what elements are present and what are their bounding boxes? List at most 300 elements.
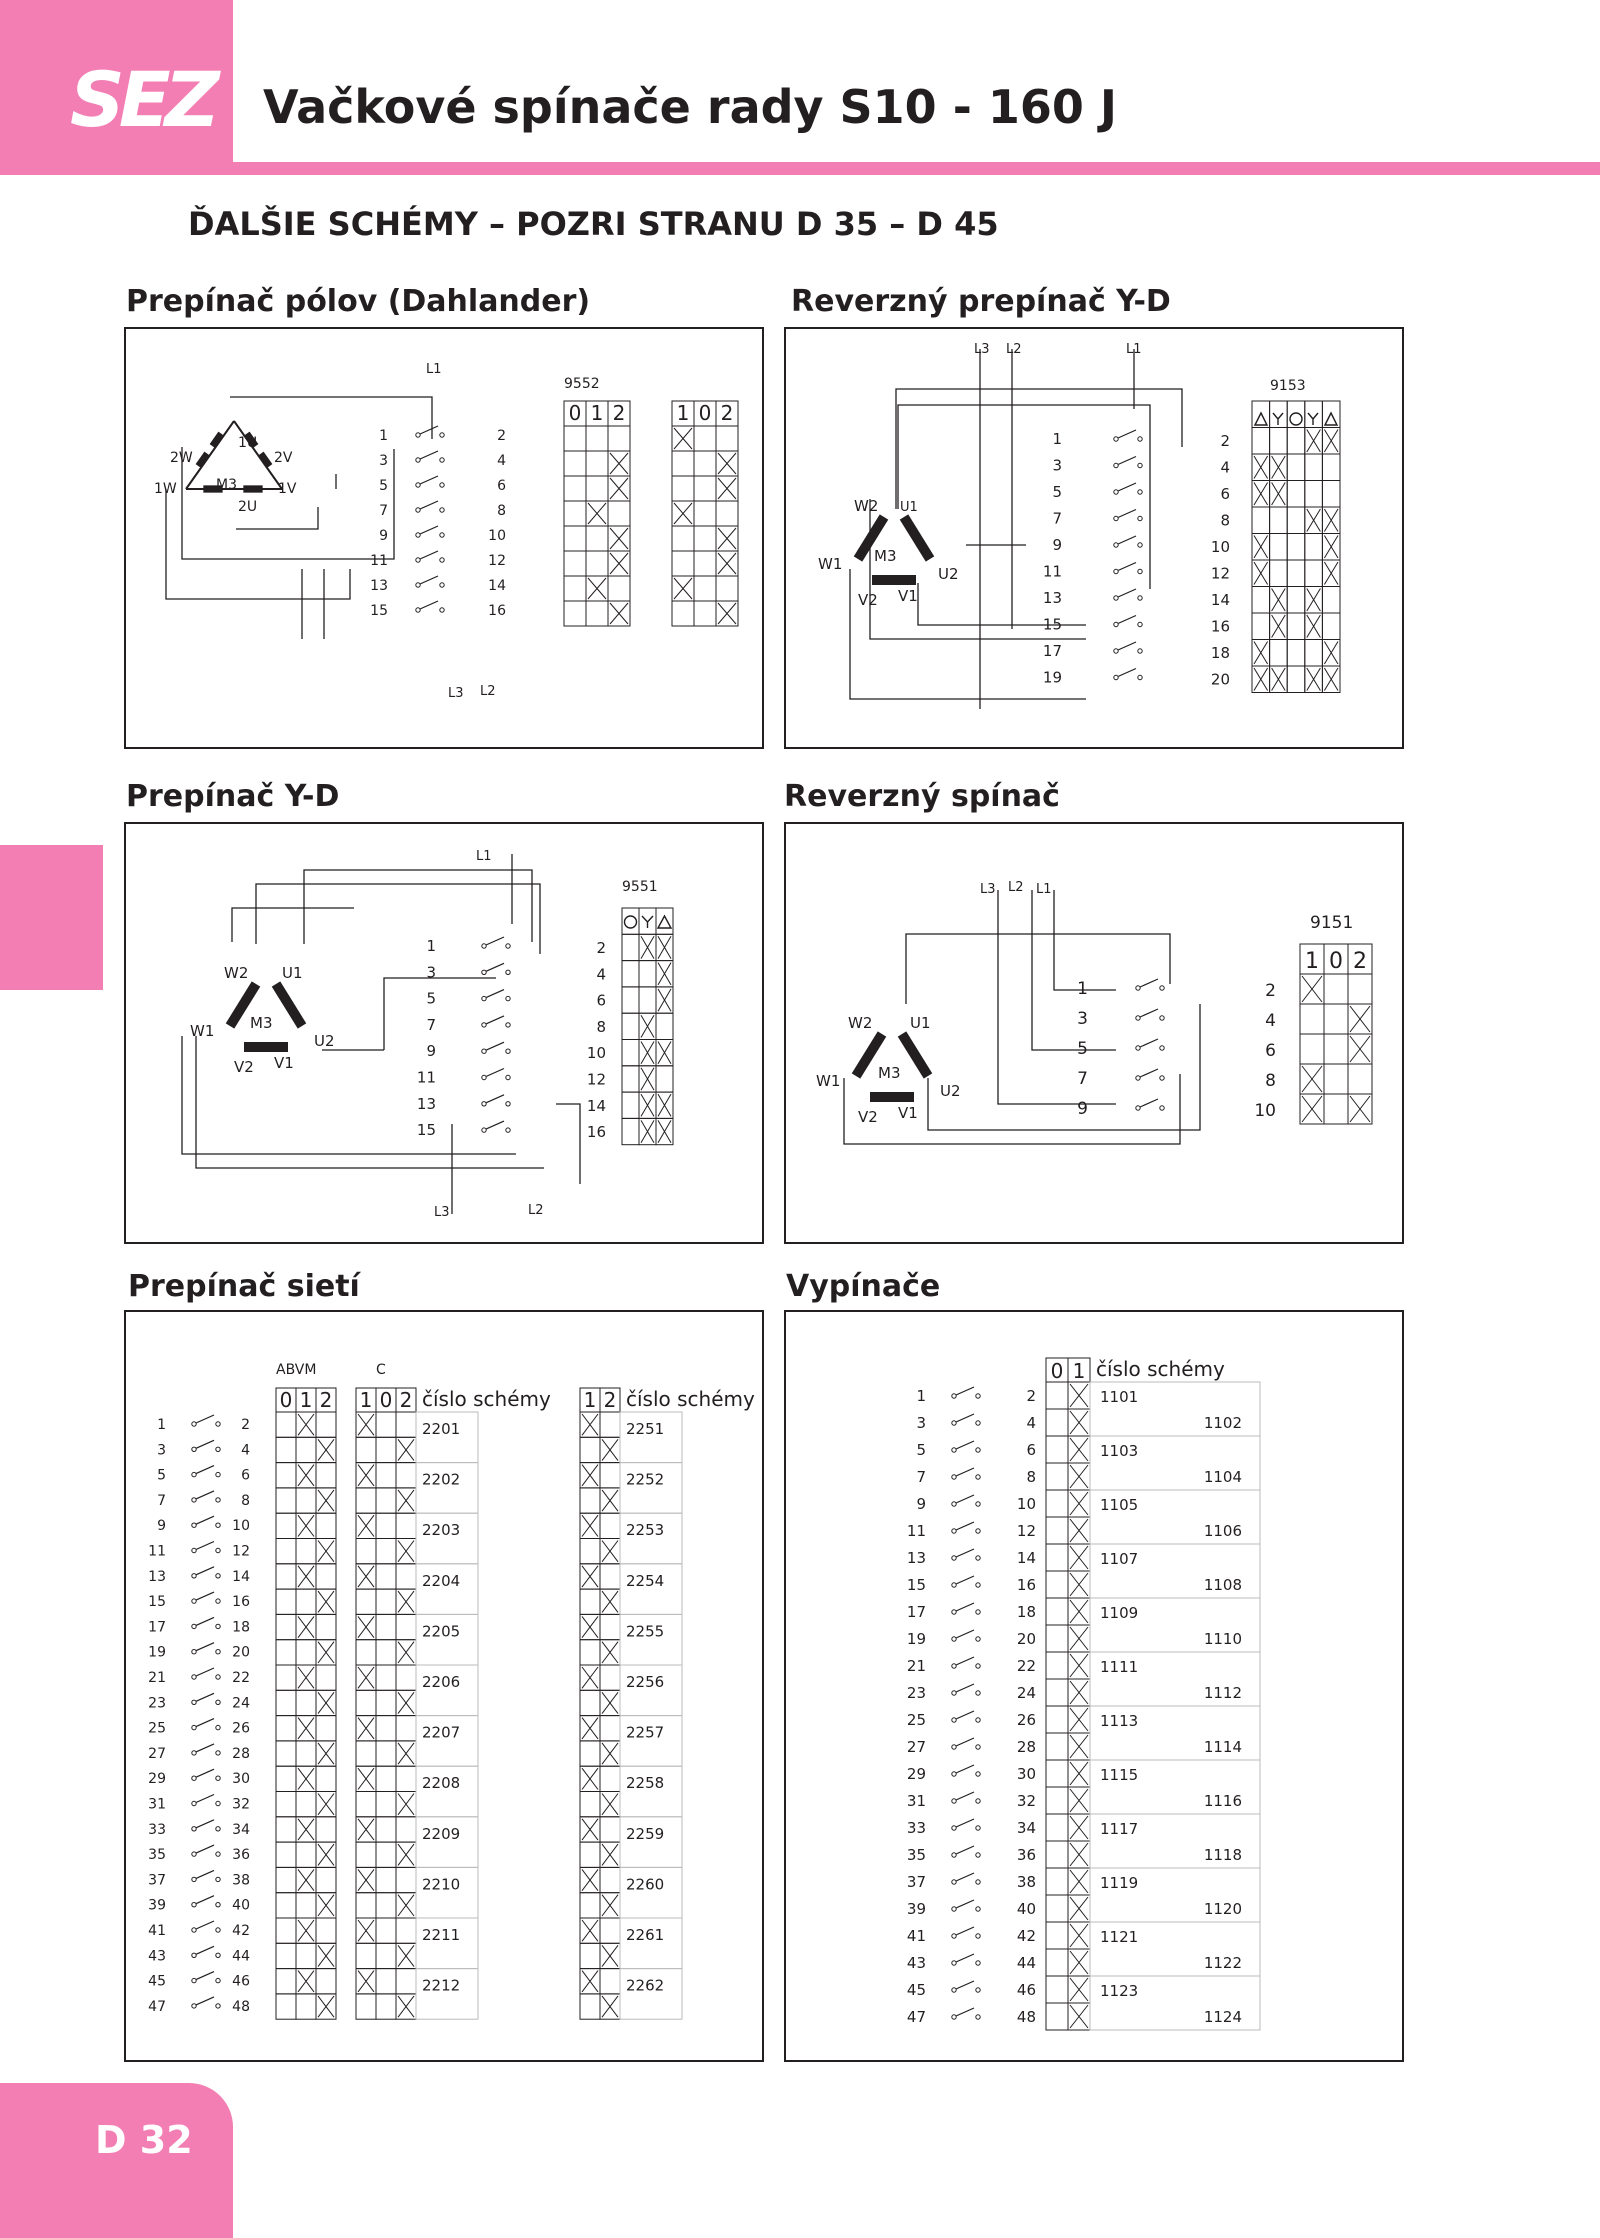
contact-terminal (1114, 675, 1118, 679)
grid-cell (376, 1766, 396, 1791)
contact-terminal (506, 1102, 510, 1106)
terminal-label: 12 (1016, 1522, 1036, 1540)
terminal-label: 35 (906, 1846, 926, 1864)
contact-blade (1118, 642, 1136, 650)
contact-terminal (192, 1827, 196, 1831)
grid-cell (316, 1817, 336, 1842)
grid-cell (1046, 1760, 1068, 1787)
contact-blade (196, 1972, 214, 1980)
contact-terminal (976, 2015, 980, 2019)
grid-cell (376, 1437, 396, 1462)
contact-terminal (192, 1801, 196, 1805)
terminal-label: 48 (232, 1998, 250, 2015)
contact-terminal (482, 1023, 486, 1027)
grid-cell (356, 1437, 376, 1462)
terminal-label: 19 (906, 1630, 926, 1648)
grid-cell (316, 1412, 336, 1437)
grid-header: 0 (698, 401, 712, 425)
grid-cell (672, 601, 694, 626)
contact-terminal (216, 1624, 220, 1628)
terminal-label: 13 (416, 1094, 436, 1113)
contact-terminal (192, 1725, 196, 1729)
contact-terminal (192, 1751, 196, 1755)
terminal-label: 11 (148, 1543, 166, 1560)
sez-logo: SEZ (70, 55, 214, 144)
contact-terminal (482, 1102, 486, 1106)
contact-terminal (1136, 1046, 1140, 1050)
grid-cell (1348, 1064, 1372, 1094)
rev-yd-label-u2: U2 (938, 565, 959, 583)
grid-cell (356, 1589, 376, 1614)
grid-cell (1324, 1034, 1348, 1064)
grid-cell (396, 1817, 416, 1842)
contact-terminal (192, 1700, 196, 1704)
grid-header: 1 (1305, 949, 1319, 974)
terminal-label: 48 (1016, 2008, 1036, 2026)
grid-cell (276, 1918, 296, 1943)
terminal-label: 42 (232, 1923, 250, 1939)
terminal-label: 25 (148, 1720, 166, 1737)
grid-cell (1046, 1868, 1068, 1895)
contact-terminal (506, 970, 510, 974)
contact-blade (196, 1921, 214, 1929)
contact-blade (956, 1846, 974, 1854)
grid-cell (1046, 1436, 1068, 1463)
grid-cell (276, 1539, 296, 1564)
terminal-label: 3 (157, 1442, 166, 1459)
terminal-label: 12 (232, 1543, 250, 1560)
grid-cell (694, 551, 716, 576)
terminal-label: 46 (1016, 1981, 1036, 1999)
contact-terminal (216, 1725, 220, 1729)
terminal-label: 37 (906, 1873, 926, 1891)
contact-terminal (952, 1421, 956, 1425)
contact-terminal (1114, 490, 1118, 494)
dahlander-label-2u: 2U (238, 499, 258, 515)
terminal-label: 1 (426, 937, 436, 955)
grid-cell (656, 1013, 673, 1039)
terminal-label: 9 (426, 1042, 436, 1061)
terminal-label: 28 (1016, 1738, 1036, 1756)
terminal-label: 16 (1210, 617, 1230, 636)
rev-yd-switch-grids (1043, 401, 1340, 693)
contact-blade (1118, 430, 1136, 438)
grid-cell (296, 1488, 316, 1513)
grid-cell (276, 1792, 296, 1817)
contact-terminal (952, 1745, 956, 1749)
terminal-label: 2 (1265, 981, 1276, 1001)
dahlander-label-1u: 1U (238, 435, 258, 451)
grid-cell (694, 451, 716, 476)
grid-cell (580, 1792, 600, 1817)
grid-cell (622, 1092, 639, 1118)
grid-cell (296, 1943, 316, 1968)
yd-label-w2: W2 (224, 964, 249, 982)
yd-label-l1: L1 (476, 849, 492, 864)
scheme-number: 1102 (1203, 1414, 1242, 1432)
contact-blade (486, 963, 504, 971)
contact-terminal (952, 1718, 956, 1722)
grid-cell (672, 526, 694, 551)
contact-terminal (976, 1475, 980, 1479)
yd-label-l2: L2 (528, 1203, 544, 1218)
contact-blade (956, 1576, 974, 1584)
contact-blade (196, 1719, 214, 1727)
grid-cell (1270, 640, 1288, 667)
terminal-label: 27 (148, 1745, 166, 1762)
contact-terminal (976, 1961, 980, 1965)
contact-terminal (482, 1049, 486, 1053)
contact-blade (196, 1592, 214, 1600)
contact-terminal (216, 1928, 220, 1932)
contact-blade (486, 937, 504, 945)
contact-terminal (416, 533, 420, 537)
contact-blade (486, 1016, 504, 1024)
contact-terminal (192, 1903, 196, 1907)
grid-cell (1322, 613, 1340, 640)
contact-terminal (440, 583, 444, 587)
rev-yd-label-u1: U1 (900, 500, 918, 515)
grid-cell (586, 426, 608, 451)
terminal-label: 6 (1220, 485, 1230, 503)
grid-cell (356, 1792, 376, 1817)
contact-terminal (976, 1502, 980, 1506)
scheme-number: 1105 (1100, 1496, 1139, 1514)
terminal-label: 4 (497, 453, 506, 469)
contact-blade (486, 1069, 504, 1077)
grid-cell (639, 961, 656, 987)
rev-yd-label-l3: L3 (974, 342, 990, 357)
scheme-number: 2204 (422, 1571, 461, 1590)
contact-blade (956, 1387, 974, 1395)
contact-terminal (482, 970, 486, 974)
contact-terminal (976, 1718, 980, 1722)
grid-cell (376, 1918, 396, 1943)
contact-terminal (952, 1475, 956, 1479)
grid-cell (1046, 1841, 1068, 1868)
grid-cell (600, 1463, 620, 1488)
terminal-label: 20 (1016, 1630, 1036, 1648)
dahlander-label-1v: 1V (278, 481, 297, 497)
rev-panel (784, 822, 1404, 1244)
terminal-label: 42 (1016, 1927, 1036, 1945)
grid-cell (316, 1766, 336, 1791)
grid-cell (356, 1893, 376, 1918)
contact-terminal (192, 1624, 196, 1628)
grid-cell (396, 1614, 416, 1639)
scheme-number: 2255 (626, 1622, 665, 1641)
grid-cell (376, 1969, 396, 1994)
grid-cell (656, 908, 673, 934)
contact-blade (956, 1927, 974, 1935)
terminal-label: 32 (1016, 1792, 1036, 1810)
network-grid-a (276, 1412, 336, 2019)
grid-cell (1322, 481, 1340, 508)
grid-cell (396, 1918, 416, 1943)
contact-terminal (976, 1664, 980, 1668)
scheme-number: 1113 (1100, 1712, 1139, 1730)
contact-terminal (1160, 986, 1164, 990)
scheme-number: 2252 (626, 1470, 665, 1489)
grid-cell (639, 987, 656, 1013)
contact-blade (1140, 1039, 1158, 1047)
terminal-label: 27 (906, 1738, 926, 1756)
contact-terminal (952, 1772, 956, 1776)
terminal-label: 3 (916, 1414, 926, 1432)
rev-yd-label-w1: W1 (818, 555, 843, 573)
grid-cell (600, 1969, 620, 1994)
grid-header: 2 (720, 401, 734, 425)
contact-terminal (976, 1826, 980, 1830)
contact-terminal (192, 1675, 196, 1679)
grid-cell (396, 1665, 416, 1690)
terminal-label: 9 (157, 1518, 166, 1535)
dahlander-panel (124, 327, 764, 749)
contact-blade (196, 1769, 214, 1777)
contact-terminal (216, 1978, 220, 1982)
contact-terminal (976, 1421, 980, 1425)
grid-cell (580, 1488, 600, 1513)
contact-terminal (216, 1903, 220, 1907)
contact-blade (196, 1415, 214, 1423)
grid-header: 1 (359, 1388, 373, 1412)
contact-terminal (1136, 1016, 1140, 1020)
contact-blade (1118, 483, 1136, 491)
grid-header: 0 (279, 1388, 293, 1412)
contact-terminal (440, 483, 444, 487)
grid-cell (396, 1463, 416, 1488)
rev-diagram (786, 824, 1402, 1242)
scheme-number: 2202 (422, 1470, 461, 1489)
contact-terminal (192, 1548, 196, 1552)
terminal-label: 45 (148, 1973, 166, 1990)
contact-blade (956, 1468, 974, 1476)
contact-blade (956, 1684, 974, 1692)
contact-blade (196, 1997, 214, 2005)
contact-terminal (1138, 543, 1142, 547)
terminal-label: 9 (379, 528, 388, 544)
terminal-label: 10 (586, 1044, 606, 1063)
terminal-label: 2 (241, 1417, 250, 1433)
grid-cell (586, 551, 608, 576)
dahlander-grid-b (672, 401, 738, 626)
rev-yd-label-m3: M3 (874, 547, 897, 565)
grid-cell (564, 526, 586, 551)
contact-blade (1140, 1069, 1158, 1077)
grid-cell (376, 1690, 396, 1715)
contact-blade (196, 1845, 214, 1853)
contact-terminal (952, 1988, 956, 1992)
terminal-label: 36 (232, 1847, 250, 1864)
yd-wiring (182, 854, 580, 1214)
grid-cell (396, 1564, 416, 1589)
grid-header: 2 (319, 1388, 333, 1412)
contact-blade (956, 1792, 974, 1800)
contact-blade (956, 1954, 974, 1962)
contact-blade (196, 1643, 214, 1651)
contact-terminal (440, 558, 444, 562)
terminal-label: 4 (1265, 1011, 1276, 1031)
contact-terminal (952, 1907, 956, 1911)
grid-cell (1324, 1064, 1348, 1094)
grid-cell (376, 1665, 396, 1690)
grid-cell (296, 1792, 316, 1817)
grid-cell (1252, 587, 1270, 614)
grid-cell (1252, 613, 1270, 640)
grid-cell (1287, 454, 1305, 481)
switches-diagram (786, 1312, 1402, 2060)
contact-terminal (1138, 490, 1142, 494)
contact-blade (196, 1946, 214, 1954)
contact-terminal (216, 1523, 220, 1527)
terminal-label: 43 (148, 1948, 166, 1965)
grid-cell (608, 426, 630, 451)
grid-cell (1046, 1787, 1068, 1814)
grid-cell (1046, 2003, 1068, 2030)
contact-blade (956, 1873, 974, 1881)
contact-terminal (1114, 622, 1118, 626)
terminal-label: 29 (906, 1765, 926, 1783)
terminal-label: 9 (916, 1495, 926, 1513)
terminal-label: 32 (232, 1796, 250, 1813)
contact-blade (956, 2008, 974, 2016)
contact-terminal (440, 533, 444, 537)
grid-cell (586, 476, 608, 501)
grid-cell (376, 1412, 396, 1437)
contact-terminal (976, 1610, 980, 1614)
grid-cell (1324, 1094, 1348, 1124)
switches-switch-grids (907, 1358, 1260, 2030)
grid-cell (622, 987, 639, 1013)
rev-yd-diagram (786, 329, 1402, 747)
contact-terminal (1136, 986, 1140, 990)
grid-cell (316, 1564, 336, 1589)
grid-cell (580, 1741, 600, 1766)
rev-yd-panel (784, 327, 1404, 749)
contact-blade (1118, 616, 1136, 624)
scheme-number: 2212 (422, 1976, 461, 1995)
contact-terminal (216, 2004, 220, 2008)
contact-terminal (216, 1827, 220, 1831)
grid-cell (1046, 1409, 1068, 1436)
grid-cell (694, 526, 716, 551)
grid-cell (276, 1867, 296, 1892)
yd-diagram (126, 824, 762, 1242)
terminal-label: 3 (426, 963, 436, 982)
rev-label-l2: L2 (1008, 880, 1024, 895)
contact-terminal (506, 1049, 510, 1053)
grid-cell (1270, 534, 1288, 561)
grid-cell (600, 1867, 620, 1892)
network-label-abvm: ABVM (276, 1362, 317, 1378)
terminal-label: 20 (232, 1644, 250, 1661)
contact-terminal (416, 608, 420, 612)
terminal-label: 4 (1026, 1414, 1036, 1432)
grid-cell (1252, 507, 1270, 534)
contact-blade (956, 1819, 974, 1827)
grid-cell (396, 1969, 416, 1994)
contact-terminal (952, 1448, 956, 1452)
grid-header: 2 (399, 1388, 413, 1412)
terminal-label: 5 (916, 1441, 926, 1459)
grid-cell (1046, 1598, 1068, 1625)
contact-terminal (192, 1852, 196, 1856)
terminal-label: 18 (232, 1619, 250, 1636)
star-icon (642, 916, 653, 928)
dahlander-label-m3: M3 (216, 477, 237, 493)
yd-label-v2: V2 (234, 1058, 254, 1076)
grid-cell (376, 1589, 396, 1614)
grid-cell (608, 576, 630, 601)
scheme-number: 2262 (626, 1976, 665, 1995)
terminal-label: 10 (1016, 1495, 1036, 1513)
dahlander-label-2v: 2V (274, 450, 293, 466)
grid-cell (586, 526, 608, 551)
contact-terminal (1138, 675, 1142, 679)
contact-terminal (192, 1650, 196, 1654)
yd-switch-grids (417, 908, 673, 1145)
terminal-label: 15 (906, 1576, 926, 1594)
terminal-label: 28 (232, 1745, 250, 1762)
grid-cell (356, 1842, 376, 1867)
grid-cell (656, 1066, 673, 1092)
grid-cell (276, 1994, 296, 2019)
contact-terminal (952, 1556, 956, 1560)
terminal-label: 12 (586, 1070, 606, 1089)
terminal-label: 16 (232, 1594, 250, 1611)
contact-blade (956, 1711, 974, 1719)
terminal-label: 35 (148, 1847, 166, 1864)
grid-cell (1287, 481, 1305, 508)
switches-col-label: číslo schémy (1096, 1357, 1225, 1381)
grid-cell (376, 1488, 396, 1513)
contact-blade (956, 1441, 974, 1449)
grid-cell (296, 1893, 316, 1918)
contact-terminal (1114, 543, 1118, 547)
terminal-label: 39 (148, 1897, 166, 1914)
network-label-c: C (376, 1362, 386, 1378)
grid-cell (376, 1513, 396, 1538)
dahlander-label-l1: L1 (426, 362, 442, 377)
grid-cell (296, 1589, 316, 1614)
terminal-label: 24 (1016, 1684, 1036, 1702)
grid-cell (608, 501, 630, 526)
grid-cell (276, 1513, 296, 1538)
terminal-label: 4 (241, 1442, 250, 1459)
terminal-label: 7 (157, 1492, 166, 1509)
terminal-label: 16 (488, 603, 506, 619)
grid-cell (564, 426, 586, 451)
contact-terminal (976, 1637, 980, 1641)
grid-cell (376, 1716, 396, 1741)
grid-header: 1 (583, 1388, 597, 1412)
contact-terminal (952, 1691, 956, 1695)
terminal-label: 14 (1016, 1549, 1036, 1567)
terminal-label: 31 (148, 1796, 166, 1813)
grid-cell (276, 1766, 296, 1791)
scheme-number: 2258 (626, 1774, 665, 1793)
contact-blade (486, 990, 504, 998)
grid-cell (276, 1437, 296, 1462)
grid-cell (1300, 1004, 1324, 1034)
page-number: D 32 (95, 2118, 193, 2162)
grid-cell (600, 1614, 620, 1639)
grid-cell (1322, 454, 1340, 481)
scheme-number: 2211 (422, 1926, 461, 1944)
terminal-label: 43 (906, 1954, 926, 1972)
grid-cell (586, 451, 608, 476)
terminal-label: 39 (906, 1900, 926, 1918)
